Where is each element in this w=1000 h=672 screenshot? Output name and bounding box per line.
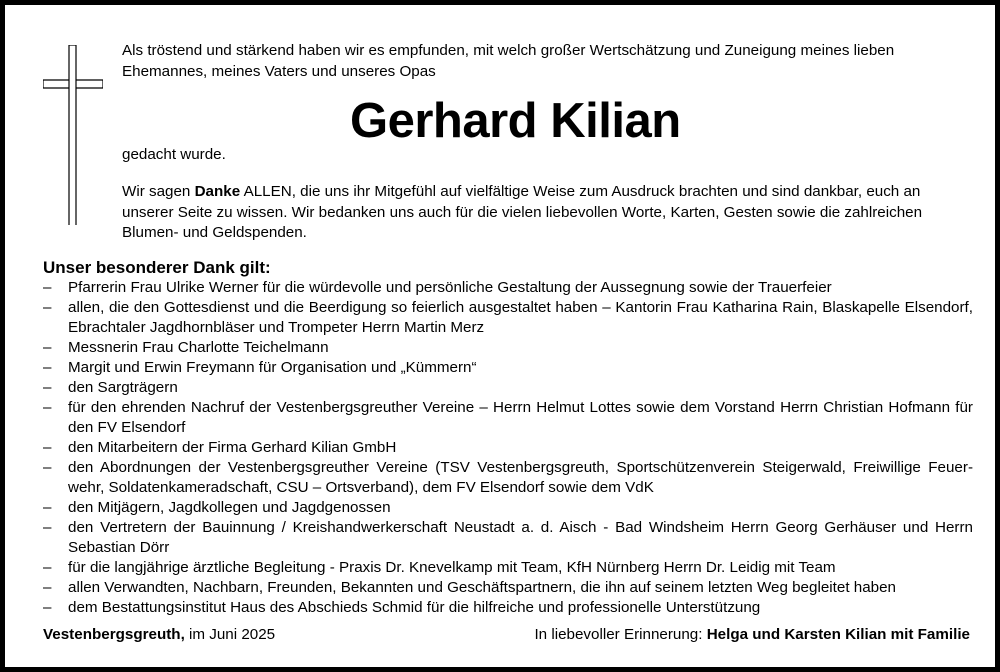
list-dash: –	[43, 339, 52, 356]
footer-family: Helga und Karsten Kilian mit Familie	[706, 626, 970, 643]
list-dash: –	[43, 459, 52, 476]
list-dash: –	[43, 499, 52, 516]
footer-date: im Juni 2025	[184, 626, 276, 643]
footer-place: Vestenbergsgreuth,	[43, 626, 185, 643]
list-item	[43, 498, 973, 518]
list-item	[43, 298, 973, 338]
list-item	[43, 278, 973, 298]
deceased-name: Gerhard Kilian	[350, 94, 681, 148]
intro-text: Als tröstend und stärkend haben wir es empfunden, mit welch großer Wertschätzung und Zuneigung meines lieben Ehemannes, meines Vaters und unseres Opas	[122, 42, 895, 80]
list-item	[43, 558, 973, 578]
thanks-rest: ALLEN, die uns ihr Mitgefühl auf vielfältige Weise zum Ausdruck brachten und sind dankbar, euch an unserer Seite zu wissen. Wir bedanken uns auch für die vielen liebevollen Worte, Karten, Gesten sowie die zahlreichen Blumen- und Geldspenden.	[122, 183, 923, 241]
list-dash: –	[43, 599, 52, 616]
list-dash: –	[43, 399, 52, 416]
list-item-text: den Mitjägern, Jagdkollegen und Jagdgenossen	[68, 499, 391, 516]
list-item-text: den Mitarbeitern der Firma Gerhard Kilian GmbH	[68, 439, 397, 456]
list-dash: –	[43, 519, 52, 536]
list-item-text: Messnerin Frau Charlotte Teichelmann	[68, 339, 329, 356]
footer-place-date	[43, 625, 275, 645]
list-item-text: allen Verwandten, Nachbarn, Freunden, Bekannten und Geschäftspartnern, die ihn auf seinem letzten Weg begleitet haben	[68, 579, 896, 596]
list-dash: –	[43, 579, 52, 596]
cross-icon	[43, 45, 103, 225]
list-item	[43, 578, 973, 598]
special-thanks-heading: Unser besonderer Dank gilt:	[43, 258, 271, 277]
thanks-bold-word: Danke	[194, 183, 241, 200]
list-item	[43, 518, 973, 558]
list-dash: –	[43, 439, 52, 456]
footer-signature	[534, 625, 970, 645]
list-item	[43, 458, 973, 498]
list-item-text: für die langjährige ärztliche Begleitung - Praxis Dr. Knevelkamp mit Team, KfH Nürnberg Herrn Dr. Leidig mit Team	[68, 559, 836, 576]
list-item-text: den Sargträgern	[68, 379, 178, 396]
list-item	[43, 378, 973, 398]
list-item-text: den Vertretern der Bauinnung / Kreishandwerkerschaft Neustadt a. d. Aisch - Bad Windsheim Herrn Georg Gerhäuser und Herrn Sebastian Dörr	[68, 519, 973, 556]
list-item-text: dem Bestattungsinstitut Haus des Abschieds Schmid für die hilfreiche und professionelle Unterstützung	[68, 599, 761, 616]
list-item	[43, 598, 973, 618]
list-dash: –	[43, 299, 52, 316]
remembered-text: gedacht wurde.	[122, 146, 226, 163]
list-dash: –	[43, 279, 52, 296]
list-dash: –	[43, 559, 52, 576]
list-item	[43, 358, 973, 378]
list-dash: –	[43, 359, 52, 376]
list-item-text: für den ehrenden Nachruf der Vestenbergsgreuther Vereine – Herrn Helmut Lottes sowie dem Vorstand Herrn Christian Hofmann für den FV Elsendorf	[68, 399, 973, 436]
list-item-text: den Abordnungen der Vestenbergsgreuther Vereine (TSV Vestenbergsgreuth, Sportschützenverein Steigerwald, Freiwillige Feuer-wehr, Soldatenkameradschaft, CSU – Ortsverband), dem FV Elsendorf sowie dem VdK	[68, 459, 973, 496]
thanks-list	[43, 278, 973, 618]
footer-memory-prefix: In liebevoller Erinnerung:	[534, 626, 707, 643]
list-item	[43, 438, 973, 458]
footer	[43, 625, 970, 645]
list-dash: –	[43, 379, 52, 396]
list-item-text: allen, die den Gottesdienst und die Beerdigung so feierlich ausgestaltet haben – Kantorin Frau Katharina Rain, Blaskapelle Elsendorf, Ebrachtaler Jagdhornbläser und Trompeter Herrn Martin Merz	[68, 299, 973, 336]
thanks-paragraph	[122, 182, 972, 244]
list-item-text: Pfarrerin Frau Ulrike Werner für die würdevolle und persönliche Gestaltung der Aussegnung sowie der Trauerfeier	[68, 279, 832, 296]
thanks-prefix: Wir sagen	[122, 183, 195, 200]
list-item	[43, 398, 973, 438]
list-item	[43, 338, 973, 358]
list-item-text: Margit und Erwin Freymann für Organisation und „Kümmern“	[68, 359, 477, 376]
